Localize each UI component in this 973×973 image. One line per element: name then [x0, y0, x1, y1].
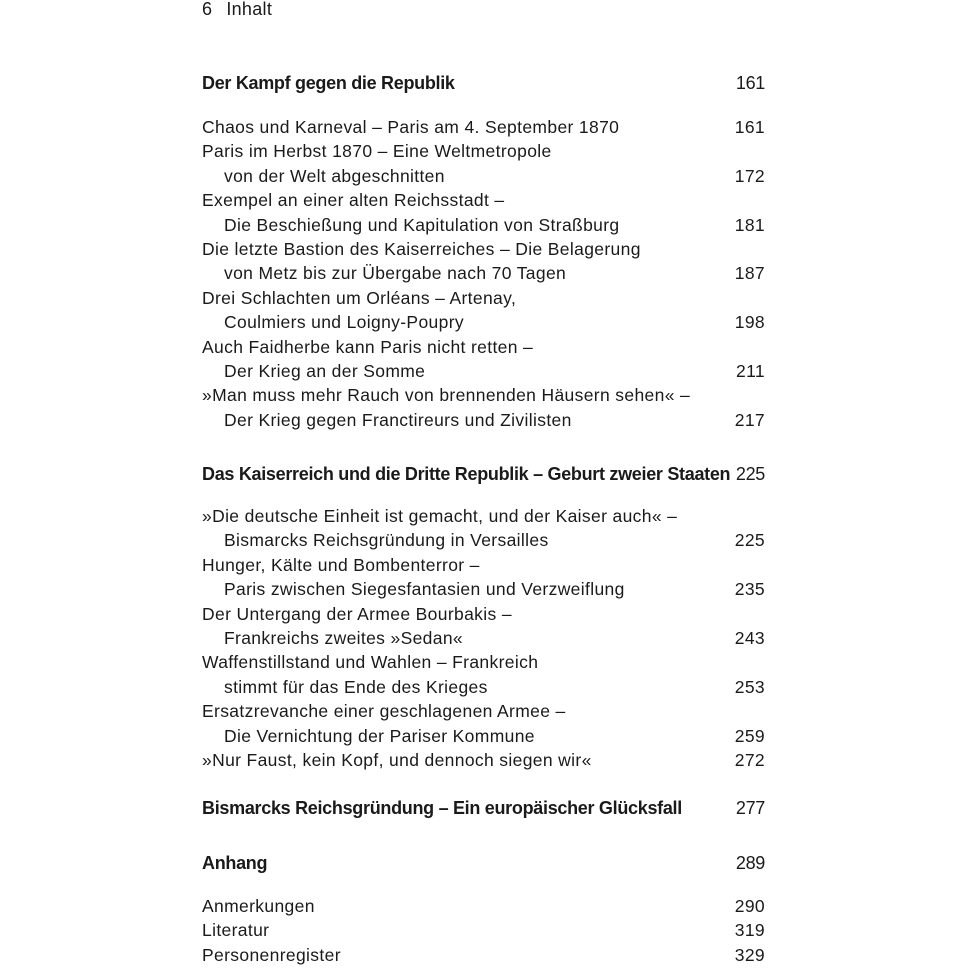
toc-entry — [202, 504, 765, 553]
section-title: Das Kaiserreich und die Dritte Republik – Geburt zweier Staaten — [202, 464, 731, 484]
entry-title-line: Frankreichs zweites »Sedan« — [224, 628, 464, 648]
entry-page-number: 253 — [734, 676, 765, 697]
toc-entry — [202, 383, 765, 432]
entry-title-line: Exempel an einer alten Reichsstadt – — [202, 190, 505, 211]
entry-page-number: 243 — [734, 628, 765, 648]
entry-title-line: Paris zwischen Siegesfantasien und Verzweiflung — [224, 579, 625, 600]
entry-title-line: Drei Schlachten um Orléans – Artenay, — [202, 287, 517, 308]
toc-entry — [202, 115, 765, 139]
toc-entry — [202, 139, 765, 188]
entry-title-line: stimmt für das Ende des Krieges — [224, 676, 488, 697]
entry-title-line: »Die deutsche Einheit ist gemacht, und der Kaiser auch« – — [202, 506, 678, 526]
header-title: Inhalt — [226, 0, 273, 19]
toc-entry — [202, 335, 765, 384]
entry-title-line: von Metz bis zur Übergabe nach 70 Tagen — [224, 263, 567, 284]
entry-title-line: Bismarcks Reichsgründung in Versailles — [224, 530, 549, 551]
entry-title-line: Ersatzrevanche einer geschlagenen Armee – — [202, 701, 566, 722]
entry-page-number: 272 — [734, 750, 765, 770]
entry-page-number: 187 — [734, 263, 765, 284]
header-page-number: 6 — [202, 0, 213, 19]
section-title: Der Kampf gegen die Republik — [202, 73, 455, 93]
toc-entry — [202, 188, 765, 237]
entry-page-number: 319 — [734, 920, 765, 941]
entry-page-number: 172 — [734, 165, 765, 186]
toc-entry — [202, 553, 765, 602]
section-page-number: 277 — [735, 798, 765, 818]
toc-entry — [202, 699, 765, 748]
entry-title-line: Der Untergang der Armee Bourbakis – — [202, 603, 512, 624]
toc-entry — [202, 602, 765, 651]
toc-entry — [202, 237, 765, 286]
section-page-number: 161 — [735, 73, 765, 93]
section-heading — [202, 71, 765, 95]
toc-entry — [202, 748, 765, 772]
entry-page-number: 161 — [734, 117, 765, 137]
entry-title-line: Waffenstillstand und Wahlen – Frankreich — [202, 652, 539, 673]
entry-title-line: »Nur Faust, kein Kopf, und dennoch siegen wir« — [202, 750, 592, 770]
entry-title-line: Der Krieg an der Somme — [224, 361, 426, 381]
toc-entry — [202, 286, 765, 335]
entry-title-line: Die letzte Bastion des Kaiserreiches – Die Belagerung — [202, 239, 641, 259]
entry-page-number: 181 — [734, 214, 765, 235]
section-heading — [202, 796, 765, 820]
toc-entry — [202, 650, 765, 699]
toc-entry — [202, 894, 765, 918]
entry-title-line: Hunger, Kälte und Bombenterror – — [202, 554, 480, 575]
entry-title-line: »Man muss mehr Rauch von brennenden Häusern sehen« – — [202, 385, 691, 406]
entry-title-line: Literatur — [202, 920, 270, 941]
entry-title-line: Personenregister — [202, 944, 341, 965]
section-title: Anhang — [202, 853, 268, 873]
entry-page-number: 290 — [734, 896, 765, 916]
section-page-number: 225 — [735, 464, 765, 484]
entry-title-line: Die Beschießung und Kapitulation von Straßburg — [224, 214, 620, 235]
toc-entry — [202, 918, 765, 942]
entry-title-line: Paris im Herbst 1870 – Eine Weltmetropole — [202, 141, 552, 162]
entry-title-line: Der Krieg gegen Franctireurs und Zivilisten — [224, 409, 572, 430]
toc-entry — [202, 943, 765, 967]
entry-page-number: 217 — [734, 409, 765, 430]
section-heading — [202, 851, 765, 875]
entry-page-number: 259 — [734, 725, 765, 746]
entry-title-line: von der Welt abgeschnitten — [224, 165, 445, 186]
section-title: Bismarcks Reichsgründung – Ein europäischer Glücksfall — [202, 798, 682, 818]
section-page-number: 289 — [735, 853, 765, 873]
entry-page-number: 329 — [734, 944, 765, 965]
section-heading — [202, 462, 765, 486]
entry-page-number: 235 — [734, 579, 765, 600]
running-header — [202, 0, 272, 21]
entry-title-line: Chaos und Karneval – Paris am 4. September 1870 — [202, 117, 620, 137]
entry-page-number: 198 — [734, 312, 765, 333]
entry-title-line: Anmerkungen — [202, 896, 315, 916]
entry-title-line: Auch Faidherbe kann Paris nicht retten – — [202, 336, 534, 357]
entry-title-line: Die Vernichtung der Pariser Kommune — [224, 725, 535, 746]
entry-page-number: 211 — [736, 361, 765, 381]
entry-page-number: 225 — [734, 530, 765, 551]
entry-title-line: Coulmiers und Loigny-Poupry — [224, 312, 464, 333]
